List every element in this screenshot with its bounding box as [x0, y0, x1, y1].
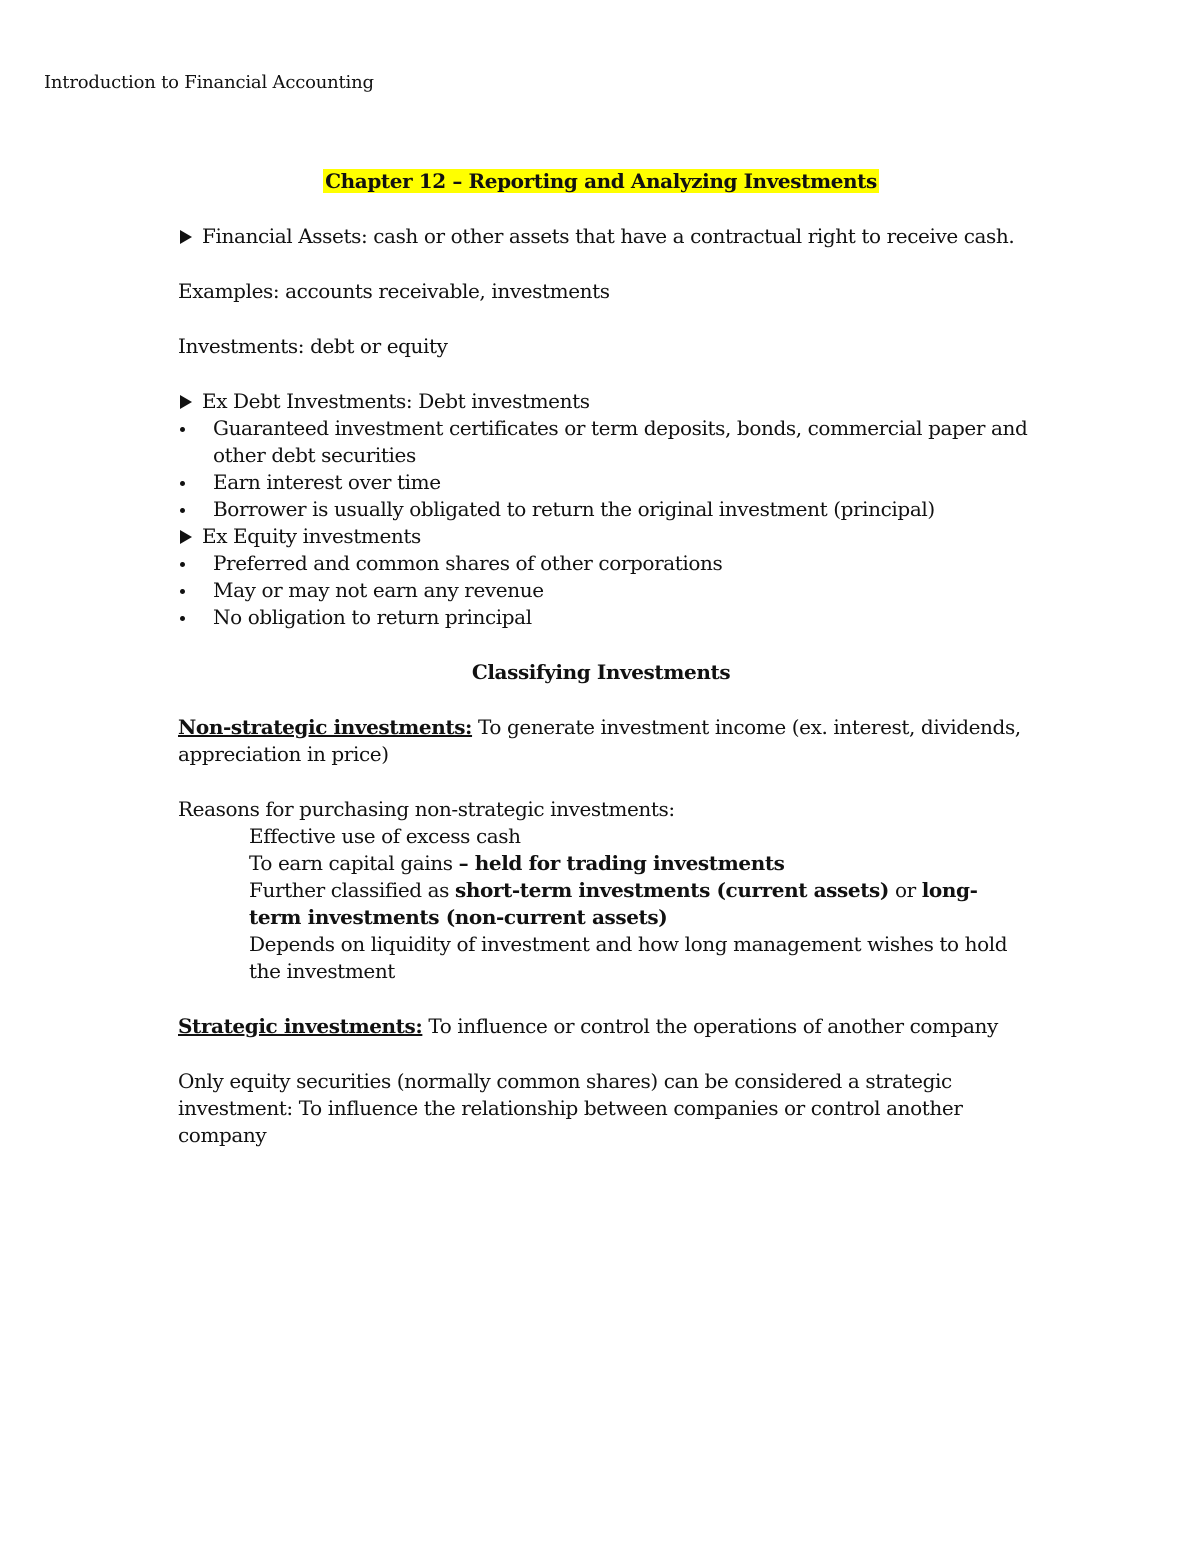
debt-investments-heading: [178, 388, 1038, 415]
reason-line: [249, 850, 1009, 877]
debt-heading-text: Ex Debt Investments: Debt investments: [202, 389, 590, 413]
page-header: Introduction to Financial Accounting: [44, 72, 374, 93]
non-strategic-label: Non-strategic investments:: [178, 715, 473, 739]
reason-line: Depends on liquidity of investment and how long management wishes to hold the investment: [249, 932, 1008, 983]
strategic-paragraph: [178, 1013, 1038, 1040]
reason-line: Effective use of excess cash: [249, 824, 521, 848]
list-item: [178, 496, 1038, 523]
list-item-text: Borrower is usually obligated to return the original investment (principal): [213, 497, 935, 521]
list-item-text: No obligation to return principal: [213, 605, 532, 629]
financial-assets-line: [178, 223, 1038, 250]
non-strategic-text: To generate investment income (ex. interest, dividends, appreciation in price): [178, 715, 1021, 766]
bullet-dot-icon: [180, 616, 185, 621]
arrow-bullet-icon: [180, 530, 192, 544]
reason-text: Further classified as: [249, 878, 455, 902]
equity-heading-text: Ex Equity investments: [202, 524, 421, 548]
non-strategic-paragraph: [178, 714, 1038, 768]
list-item: [178, 469, 1038, 496]
strategic-label: Strategic investments:: [178, 1014, 423, 1038]
reason-bold-text: short-term investments (current assets): [454, 878, 889, 902]
list-item: [178, 604, 1038, 631]
reasons-intro: Reasons for purchasing non-strategic investments:: [178, 797, 675, 821]
reason-bold-text: long-term investments (non-current assets): [249, 878, 978, 929]
equity-note-paragraph: Only equity securities (normally common shares) can be considered a strategic investment: To influence the relationship between companies or control another company: [178, 1069, 963, 1147]
bullet-dot-icon: [180, 589, 185, 594]
reason-line: [249, 877, 1009, 931]
reason-text: To earn capital gains: [249, 851, 459, 875]
list-item-text: Earn interest over time: [213, 470, 441, 494]
list-item: [178, 550, 1038, 577]
list-item: [178, 577, 1038, 604]
reasons-list: [178, 823, 1009, 985]
reason-text: or: [888, 878, 922, 902]
bullet-dot-icon: [180, 508, 185, 513]
list-item: [178, 415, 1038, 469]
strategic-text: To influence or control the operations of another company: [422, 1014, 998, 1038]
equity-investments-list: [178, 550, 1038, 631]
investments-types-line: Investments: debt or equity: [178, 334, 448, 358]
arrow-bullet-icon: [180, 230, 192, 244]
document-body: [178, 168, 1038, 1149]
debt-investments-list: [178, 415, 1038, 523]
examples-line: Examples: accounts receivable, investments: [178, 279, 610, 303]
chapter-title-highlight: Chapter 12 – Reporting and Analyzing Investments: [325, 169, 877, 193]
bullet-dot-icon: [180, 562, 185, 567]
arrow-bullet-icon: [180, 395, 192, 409]
equity-investments-heading: [178, 523, 1038, 550]
bullet-dot-icon: [180, 427, 185, 432]
reason-bold-text: – held for trading investments: [458, 851, 785, 875]
list-item-text: Guaranteed investment certificates or term deposits, bonds, commercial paper and other debt securities: [213, 416, 1028, 467]
list-item-text: May or may not earn any revenue: [213, 578, 544, 602]
classifying-investments-title: Classifying Investments: [471, 660, 731, 684]
bullet-dot-icon: [180, 481, 185, 486]
chapter-title: [178, 168, 1024, 195]
list-item-text: Preferred and common shares of other corporations: [213, 551, 723, 575]
financial-assets-text: Financial Assets: cash or other assets that have a contractual right to receive cash.: [202, 224, 1015, 248]
